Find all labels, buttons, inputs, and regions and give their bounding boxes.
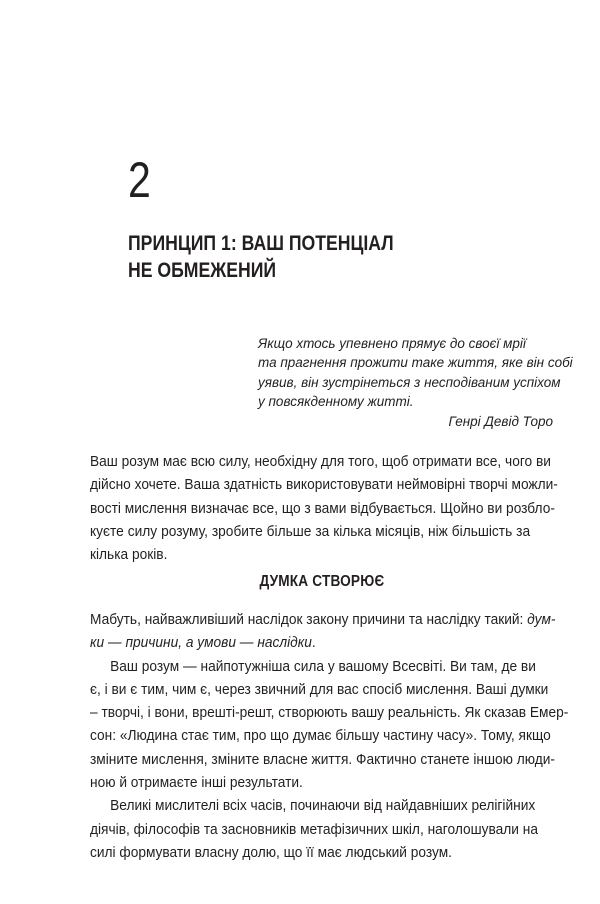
section-heading (0, 572, 600, 592)
text-run: . (311, 634, 316, 652)
chapter-title (128, 230, 481, 284)
epigraph-line: Якщо хтось упевнено прямує до своєї мрії (258, 336, 526, 351)
epigraph-line: у повсякденному житті. (258, 394, 414, 410)
text-line: кілька років. (90, 546, 168, 564)
section-heading-text: ДУМКА СТВОРЮЄ (259, 573, 385, 590)
chapter-title-line-1: ПРИНЦИП 1: ВАШ ПОТЕНЦІАЛ (128, 232, 394, 255)
text-line: вості мислення визначає все, що з вами відбувається. Щойно ви розбло- (90, 499, 555, 517)
epigraph-line: уявив, він зустрінеться з несподіваним успіхом (258, 374, 561, 390)
text-line: куєте силу розуму, зробите більше за кілька місяців, ніж більшість за (90, 522, 531, 540)
chapter-number: 2 (128, 152, 151, 208)
italic-run: дум- (527, 611, 556, 628)
italic-run: ки — причини, а умови — наслідки (90, 634, 312, 652)
epigraph-author: Генрі Девід Торо (448, 413, 553, 429)
epigraph (258, 334, 573, 431)
text-line: Ваш розум — найпотужніша сила у вашому Всесвіті. Ви там, де ви (110, 657, 536, 675)
section-body (90, 608, 569, 864)
text-line: Ваш розум має всю силу, необхідну для того, щоб отримати все, чого ви (90, 453, 551, 470)
text-line: ною й отримаєте інші результати. (90, 774, 303, 792)
text-line: дійсно хочете. Ваша здатність використовувати неймовірні творчі можли- (90, 476, 558, 494)
text-line (90, 631, 530, 654)
text-line (90, 608, 556, 631)
text-line: сон: «Людина стає тим, про що думає більшу частину часу». Тому, якщо (90, 727, 551, 745)
text-line: зміните мислення, зміните власне життя. Фактично станете іншою люди- (90, 750, 555, 768)
text-run: Мабуть, найважливіший наслідок закону причини та наслідку такий: (90, 611, 528, 628)
text-line: Великі мислителі всіх часів, починаючи від найдавніших релігійних (110, 797, 536, 815)
text-line: силі формувати власну долю, що її має людський розум. (90, 843, 452, 861)
intro-paragraph (90, 450, 558, 566)
text-line: є, і ви є тим, чим є, через звичний для вас спосіб мислення. Ваші думки (90, 680, 549, 698)
text-line: – творчі, і вони, врешті-решт, створюють вашу реальність. Як сказав Емер- (90, 704, 569, 722)
text-line: діячів, філософів та засновників метафізичних шкіл, наголошували на (90, 820, 538, 838)
chapter-title-line-2: НЕ ОБМЕЖЕНИЙ (128, 259, 277, 282)
epigraph-line: та прагнення прожити таке життя, яке він собі (258, 355, 573, 371)
